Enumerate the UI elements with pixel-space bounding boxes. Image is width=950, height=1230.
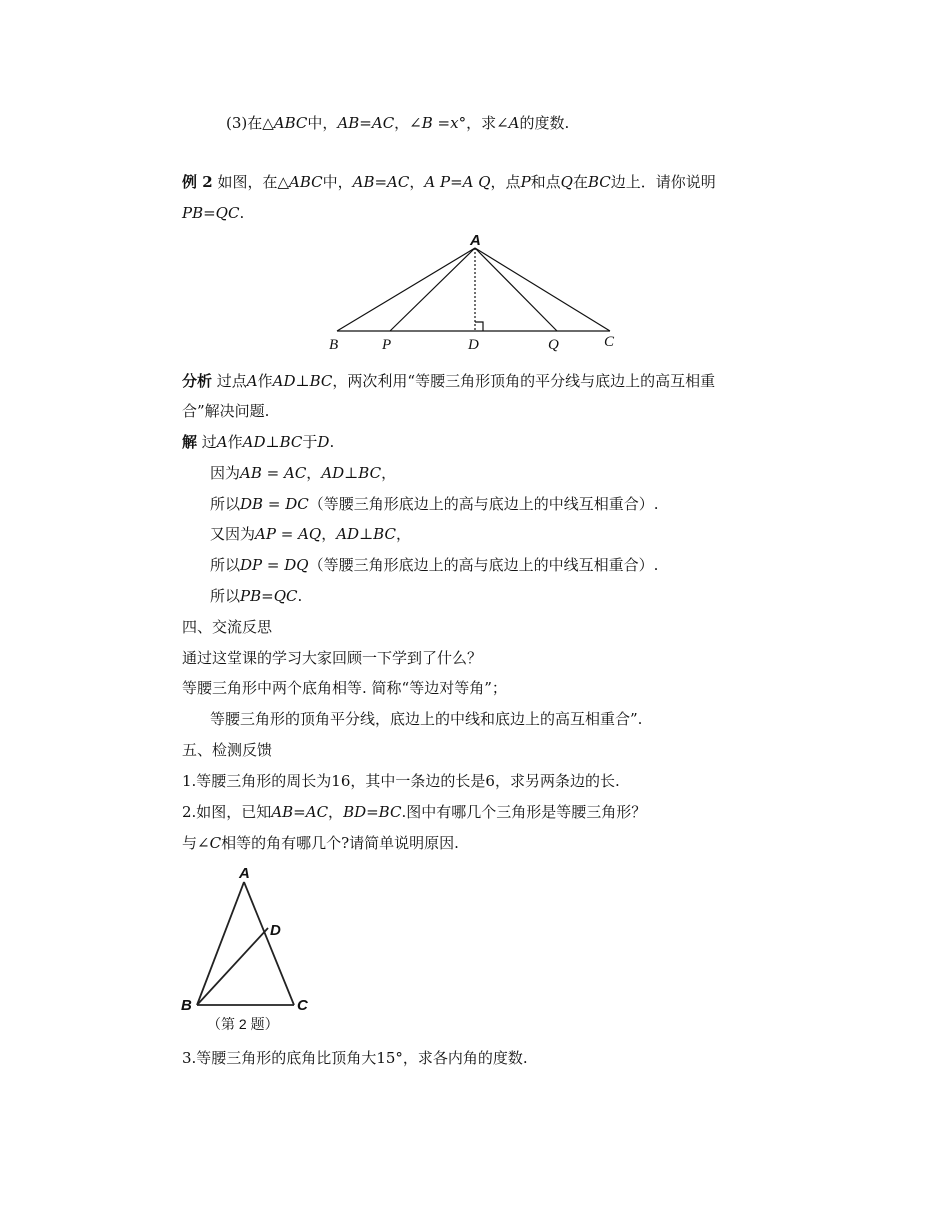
example-2-statement: 例 2 如图，在△ABC中，AB=AC，A P=A Q，点P和点Q在BC边上．请你说明 <box>182 173 716 191</box>
section-4-paragraph-1: 通过这堂课的学习大家回顾一下学到了什么？ <box>182 649 483 667</box>
solution-step-1: 因为AB = AC，AD⊥BC， <box>210 464 397 482</box>
segment-ac <box>475 248 610 331</box>
section-4-paragraph-2: 等腰三角形中两个底角相等. 简称“等边对等角”； <box>182 679 507 697</box>
analysis-line-1: 分析 过点A作AD⊥BC，两次利用“等腰三角形顶角的平分线与底边上的高互相重 <box>182 372 716 390</box>
label-a: A <box>239 865 250 882</box>
label-c: C <box>604 334 615 350</box>
segment-ab <box>337 248 475 331</box>
label-q: Q <box>548 337 559 353</box>
figure-caption: （第 2 题） <box>207 1016 279 1032</box>
solution-step-3: 又因为AP = AQ，AD⊥BC， <box>210 525 411 543</box>
example-2-statement-line2: PB=QC. <box>182 204 245 222</box>
right-angle-mark <box>475 322 483 331</box>
analysis-line-2: 合”解决问题. <box>182 402 270 420</box>
label-d: D <box>468 337 479 353</box>
example-2-figure <box>320 228 630 356</box>
exercise-1: 1.等腰三角形的周长为16，其中一条边的长是6，求另两条边的长. <box>182 772 620 790</box>
label-a: A <box>470 232 481 249</box>
label-c: C <box>297 997 308 1014</box>
exercise-2-figure <box>178 862 318 1037</box>
section-5-heading: 五、检测反馈 <box>182 741 273 759</box>
solution-step-4: 所以DP = DQ（等腰三角形底边上的高与底边上的中线互相重合）. <box>210 556 659 574</box>
segment-bd <box>197 928 268 1005</box>
label-p: P <box>382 337 392 353</box>
segment-ab <box>197 882 244 1005</box>
exercise-2: 2.如图，已知AB=AC，BD=BC.图中有哪几个三角形是等腰三角形？ <box>182 803 647 821</box>
solution-label: 解 <box>182 433 198 451</box>
exercise-3: 3.等腰三角形的底角比顶角大15°，求各内角的度数. <box>182 1049 528 1067</box>
solution-line-1: 解 过A作AD⊥BC于D. <box>182 433 335 451</box>
section-4-paragraph-3: 等腰三角形的顶角平分线，底边上的中线和底边上的高互相重合”. <box>210 710 643 728</box>
label-b: B <box>181 997 192 1014</box>
segment-ap <box>390 248 475 331</box>
analysis-label: 分析 <box>182 372 213 390</box>
example-label: 例 2 <box>182 173 213 191</box>
solution-step-5: 所以PB=QC. <box>210 587 303 605</box>
question-3: (3)在△ABC中，AB=AC，∠B =x°，求∠A的度数. <box>226 114 570 132</box>
label-b: B <box>329 337 339 353</box>
section-4-heading: 四、交流反思 <box>182 618 273 636</box>
label-d: D <box>270 922 281 939</box>
segment-aq <box>475 248 557 331</box>
exercise-2-line-2: 与∠C相等的角有哪几个?请简单说明原因. <box>182 834 459 852</box>
segment-ac <box>244 882 294 1005</box>
solution-step-2: 所以DB = DC（等腰三角形底边上的高与底边上的中线互相重合）. <box>210 495 659 513</box>
